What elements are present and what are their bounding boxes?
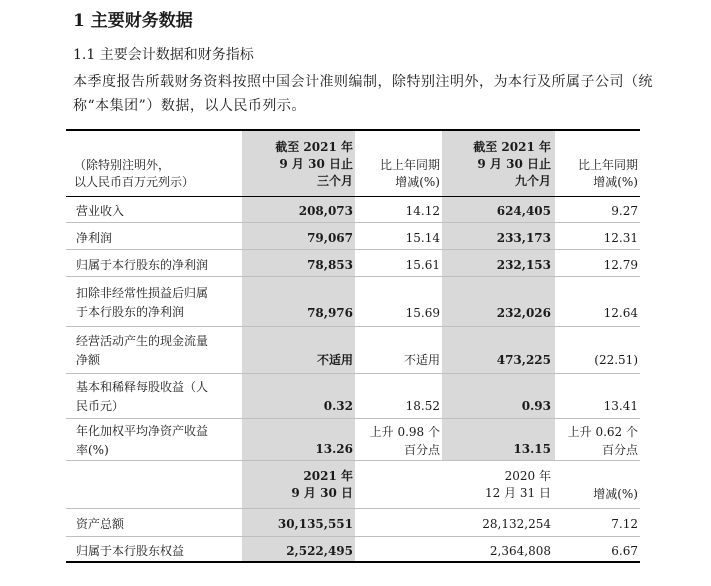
row-divider (66, 222, 640, 223)
row-nine-months-value: 233,173 (496, 231, 551, 245)
header-period-end: 2021 年 9 月 30 日 (291, 469, 353, 500)
row-nine-months-change: 上升 0.62 个 百分点 (567, 425, 638, 457)
header-quarter-change: 比上年同期 增减(%) (379, 158, 440, 189)
row-label: 资产总额 (76, 517, 125, 531)
row-divider (66, 536, 640, 537)
row-balance-change: 7.12 (611, 517, 638, 531)
row-label: 经营活动产生的现金流量 净额 (76, 334, 209, 367)
row-prior-year-end-value: 2,364,808 (489, 544, 551, 558)
header-bottom-rule (66, 196, 640, 197)
unit-note: （除特别注明外， 以人民币百万元列示） (74, 158, 195, 189)
row-quarter-change: 不适用 (403, 353, 440, 367)
row-divider (66, 326, 640, 327)
row-divider (66, 373, 640, 374)
row-label: 归属于本行股东的净利润 (76, 258, 209, 272)
row-period-end-value: 2,522,495 (286, 544, 353, 558)
row-nine-months-change: 12.31 (603, 231, 638, 245)
row-quarter-change: 15.14 (405, 231, 440, 245)
table-top-rule (66, 129, 640, 131)
row-nine-months-change: 12.79 (603, 258, 638, 272)
row-quarter-value: 78,853 (307, 258, 353, 272)
row-nine-months-change: 12.64 (603, 306, 638, 320)
row-quarter-value: 13.26 (315, 442, 353, 456)
header-prior-year-end: 2020 年 12 月 31 日 (485, 469, 551, 500)
row-nine-months-value: 232,153 (496, 258, 551, 272)
row-quarter-change: 15.61 (405, 258, 440, 272)
row-divider (66, 276, 640, 277)
header-balance-change: 增减(%) (593, 487, 638, 501)
row-divider (66, 418, 640, 419)
row-label: 营业收入 (76, 204, 125, 218)
row-quarter-change: 15.69 (405, 306, 440, 320)
table-bottom-rule (66, 561, 640, 563)
header-quarter: 截至 2021 年 9 月 30 日止 三个月 (275, 140, 353, 188)
row-quarter-value: 不适用 (316, 353, 353, 367)
header-nine-months: 截至 2021 年 9 月 30 日止 九个月 (473, 140, 551, 188)
row-nine-months-value: 13.15 (513, 442, 551, 456)
row-nine-months-value: 473,225 (496, 353, 551, 367)
row-quarter-value: 0.32 (323, 399, 353, 413)
row-quarter-change: 14.12 (405, 204, 440, 218)
row-period-end-value: 30,135,551 (277, 517, 353, 531)
row-nine-months-change: 13.41 (603, 399, 638, 413)
row-nine-months-change: (22.51) (594, 353, 638, 367)
row-divider (66, 460, 640, 461)
row-prior-year-end-value: 28,132,254 (482, 517, 551, 531)
row-nine-months-value: 624,405 (496, 204, 551, 218)
row-nine-months-value: 0.93 (521, 399, 551, 413)
row-nine-months-change: 9.27 (611, 204, 638, 218)
row-quarter-value: 79,067 (307, 231, 353, 245)
row-quarter-change: 上升 0.98 个 百分点 (369, 425, 440, 457)
row-balance-change: 6.67 (611, 544, 638, 558)
row-divider (66, 249, 640, 250)
subsection-heading: 1.1 主要会计数据和财务指标 (73, 47, 254, 63)
row-label: 基本和稀释每股收益（人 民币元） (76, 380, 209, 413)
intro-paragraph: 本季度报告所载财务资料按照中国会计准则编制，除特别注明外，为本行及所属子公司（统称“本集团”）数据，以人民币列示。 (73, 74, 653, 114)
row-quarter-change: 18.52 (405, 399, 440, 413)
row-quarter-value: 78,976 (307, 306, 353, 320)
section-heading: 1 主要财务数据 (73, 11, 193, 31)
row-divider (66, 508, 640, 509)
row-label: 扣除非经常性损益后归属 于本行股东的净利润 (76, 286, 209, 319)
row-nine-months-value: 232,026 (496, 306, 551, 320)
row-quarter-value: 208,073 (298, 204, 353, 218)
row-label: 年化加权平均净资产收益 率(%) (76, 424, 209, 457)
row-label: 净利润 (76, 231, 113, 245)
header-nine-months-change: 比上年同期 增减(%) (577, 158, 638, 189)
row-label: 归属于本行股东权益 (76, 544, 185, 558)
